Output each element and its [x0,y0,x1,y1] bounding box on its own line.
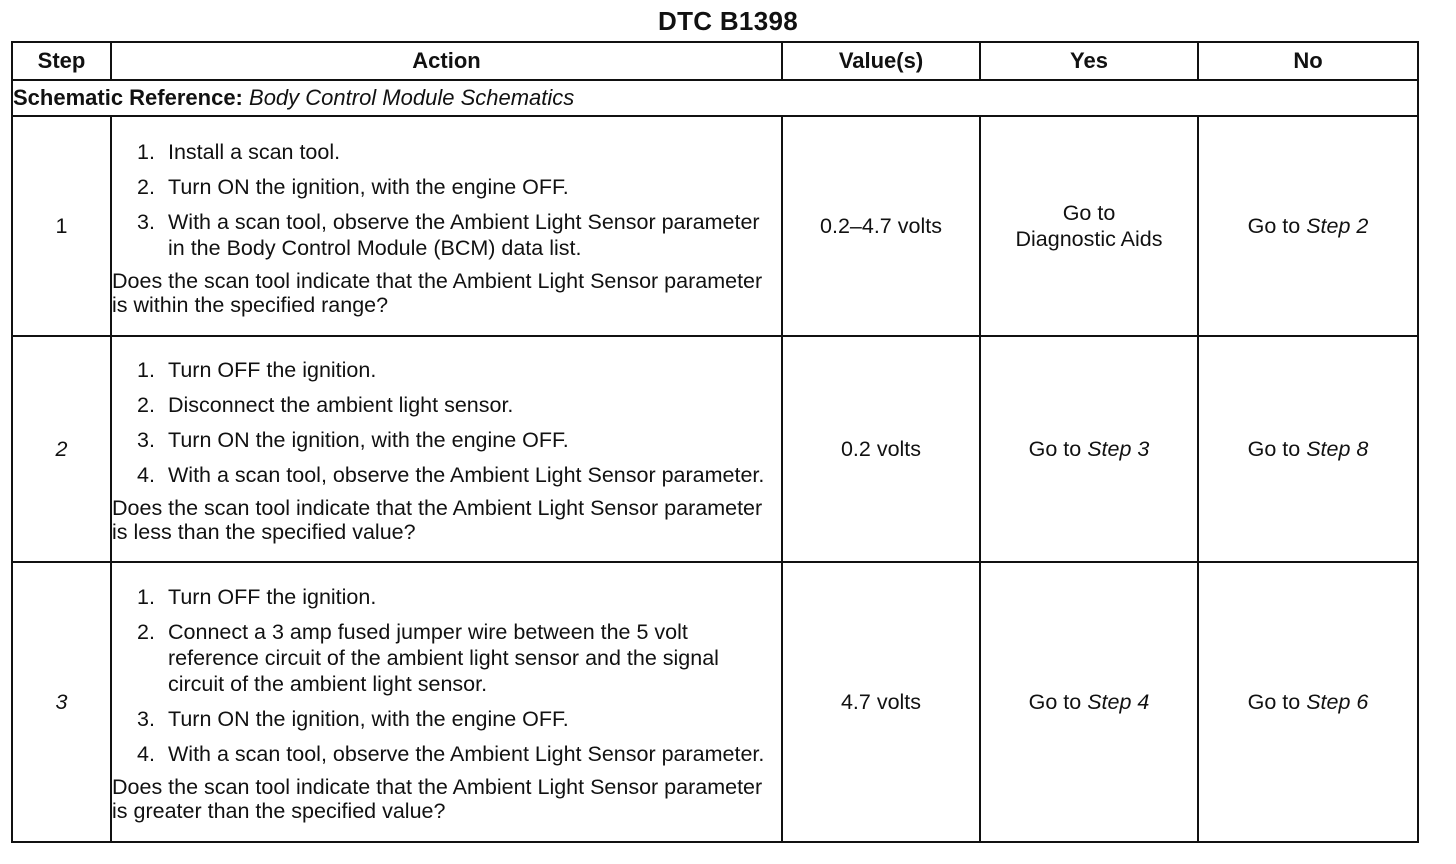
question: Does the scan tool indicate that the Ambient Light Sensor parameter is greater than the specified value? [112,775,763,823]
action-list [112,584,781,767]
step-number: 3 [12,562,111,842]
action-cell [111,336,782,562]
diagnostic-table [11,41,1419,843]
table-row [12,336,1418,562]
header-no: No [1198,42,1418,80]
value-cell: 0.2–4.7 volts [782,116,980,336]
question: Does the scan tool indicate that the Ambient Light Sensor parameter is within the specified range? [112,268,763,317]
table-row [12,562,1418,842]
action-cell [111,562,782,842]
action-list [112,357,781,488]
question: Does the scan tool indicate that the Ambient Light Sensor parameter is less than the specified value? [112,496,763,544]
yes-cell[interactable]: Go to Step 4 [980,562,1198,842]
list-item: 2. Connect a 3 amp fused jumper wire between the 5 volt reference circuit of the ambient light sensor and the signal circuit of the ambient light sensor. [137,620,719,696]
yes-cell[interactable]: Go to Step 3 [980,336,1198,562]
list-item: 4. With a scan tool, observe the Ambient Light Sensor parameter. [137,742,765,766]
list-item: 1. Turn OFF the ignition. [137,358,377,382]
header-step: Step [12,42,111,80]
header-row [12,42,1418,80]
list-item: 3. With a scan tool, observe the Ambient Light Sensor parameter in the Body Control Module (BCM) data list. [137,209,760,260]
table-row [12,116,1418,336]
list-item: 4. With a scan tool, observe the Ambient Light Sensor parameter. [137,463,765,487]
list-item: 1. Install a scan tool. [137,139,341,164]
list-item: 1. Turn OFF the ignition. [137,585,377,609]
list-item: 2. Turn ON the ignition, with the engine OFF. [137,174,569,199]
action-cell [111,116,782,336]
step-number: 1 [12,116,111,336]
value-cell: 0.2 volts [782,336,980,562]
schematic-link[interactable]: Body Control Module Schematics [249,85,575,110]
no-cell[interactable]: Go to Step 8 [1198,336,1418,562]
header-values: Value(s) [782,42,980,80]
no-cell[interactable]: Go to Step 6 [1198,562,1418,842]
list-item: 3. Turn ON the ignition, with the engine OFF. [137,428,569,452]
action-list [112,139,781,261]
page-title: DTC B1398 [658,6,798,36]
value-cell: 4.7 volts [782,562,980,842]
yes-cell[interactable]: Go to Diagnostic Aids [980,116,1198,336]
header-yes: Yes [980,42,1198,80]
schematic-label: Schematic Reference: [13,85,243,110]
step-number: 2 [12,336,111,562]
no-cell[interactable]: Go to Step 2 [1198,116,1418,336]
header-action: Action [111,42,782,80]
schematic-reference-row [12,80,1418,116]
schematic-reference [12,80,1418,116]
list-item: 3. Turn ON the ignition, with the engine OFF. [137,707,569,731]
list-item: 2. Disconnect the ambient light sensor. [137,393,514,417]
